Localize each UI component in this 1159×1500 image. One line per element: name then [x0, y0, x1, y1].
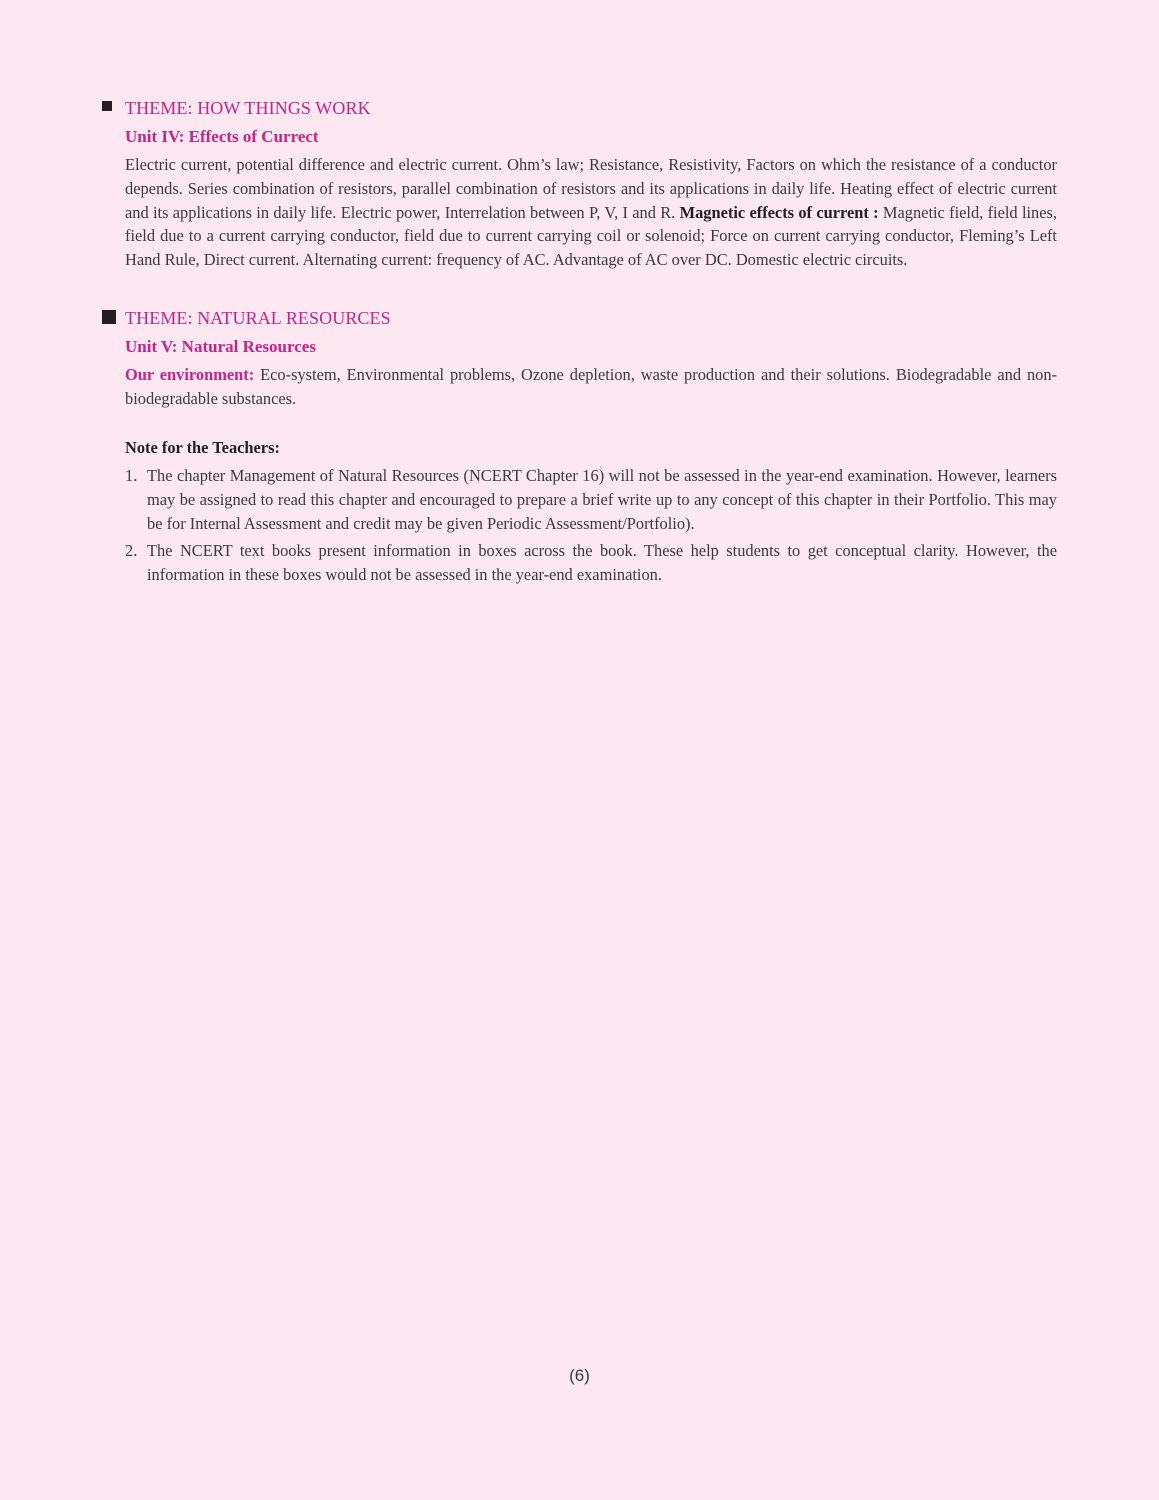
unit-content-paragraph [125, 153, 1057, 272]
theme-natural-resources-section [102, 308, 1057, 411]
list-item-text: The NCERT text books present information in boxes across the book. These help students to get conceptual clarity. However, the information in these boxes would not be assessed in the year-end examination. [147, 541, 1057, 585]
square-bullet-icon [102, 310, 116, 324]
page-number: (6) [569, 1366, 590, 1385]
our-environment-text: Eco-system, Environmental problems, Ozone depletion, waste production and their solutions. Biodegradable and non-biodegradable substances. [125, 365, 1057, 408]
theme-title: THEME: HOW THINGS WORK [125, 98, 371, 118]
list-item [125, 464, 1057, 535]
theme-heading [102, 308, 1057, 332]
notes-list [125, 464, 1057, 587]
unit-content-paragraph [125, 363, 1057, 411]
magnetic-effects-label: Magnetic effects of current : [679, 202, 879, 222]
list-item-number: 1. [125, 466, 138, 485]
list-item-number: 2. [125, 541, 138, 561]
list-item [125, 539, 1057, 587]
unit-content-text: Electric current, potential difference and electric current. Ohm’s law; Resistance, Resistivity, Factors on which the resistance of a conductor depends. Series combination of resistors, parallel combination of resistors and its applications in daily life. Heating effect of electric current and its applications in daily life. Electric power, Interrelation between P, V, I and R. [125, 155, 1057, 222]
theme-heading [102, 98, 1057, 122]
our-environment-label: Our environment: [125, 365, 255, 384]
square-bullet-icon [102, 101, 112, 111]
theme-title: THEME: NATURAL RESOURCES [125, 308, 391, 328]
teacher-notes-section [102, 436, 1057, 591]
list-item-text: The chapter Management of Natural Resources (NCERT Chapter 16) will not be assessed in the year-end examination. However, learners may be assigned to read this chapter and encouraged to prepare a brief write up to any concept of this chapter in their Portfolio. This may be for Internal Assessment and credit may be given Periodic Assessment/Portfolio). [147, 466, 1057, 533]
unit-title: Unit IV: Effects of Currect [125, 127, 319, 146]
theme-how-things-work-section [102, 98, 1057, 272]
magnetic-effects-text: Magnetic field, field lines, field due to a current carrying conductor, field due to current carrying coil or solenoid; Force on current carrying conductor, Fleming’s Left Hand Rule, Direct current. Alternating current: frequency of AC. Advantage of AC over DC. Domestic electric circuits. [125, 202, 1057, 270]
unit-title: Unit V: Natural Resources [125, 337, 316, 356]
notes-title: Note for the Teachers: [125, 438, 280, 457]
